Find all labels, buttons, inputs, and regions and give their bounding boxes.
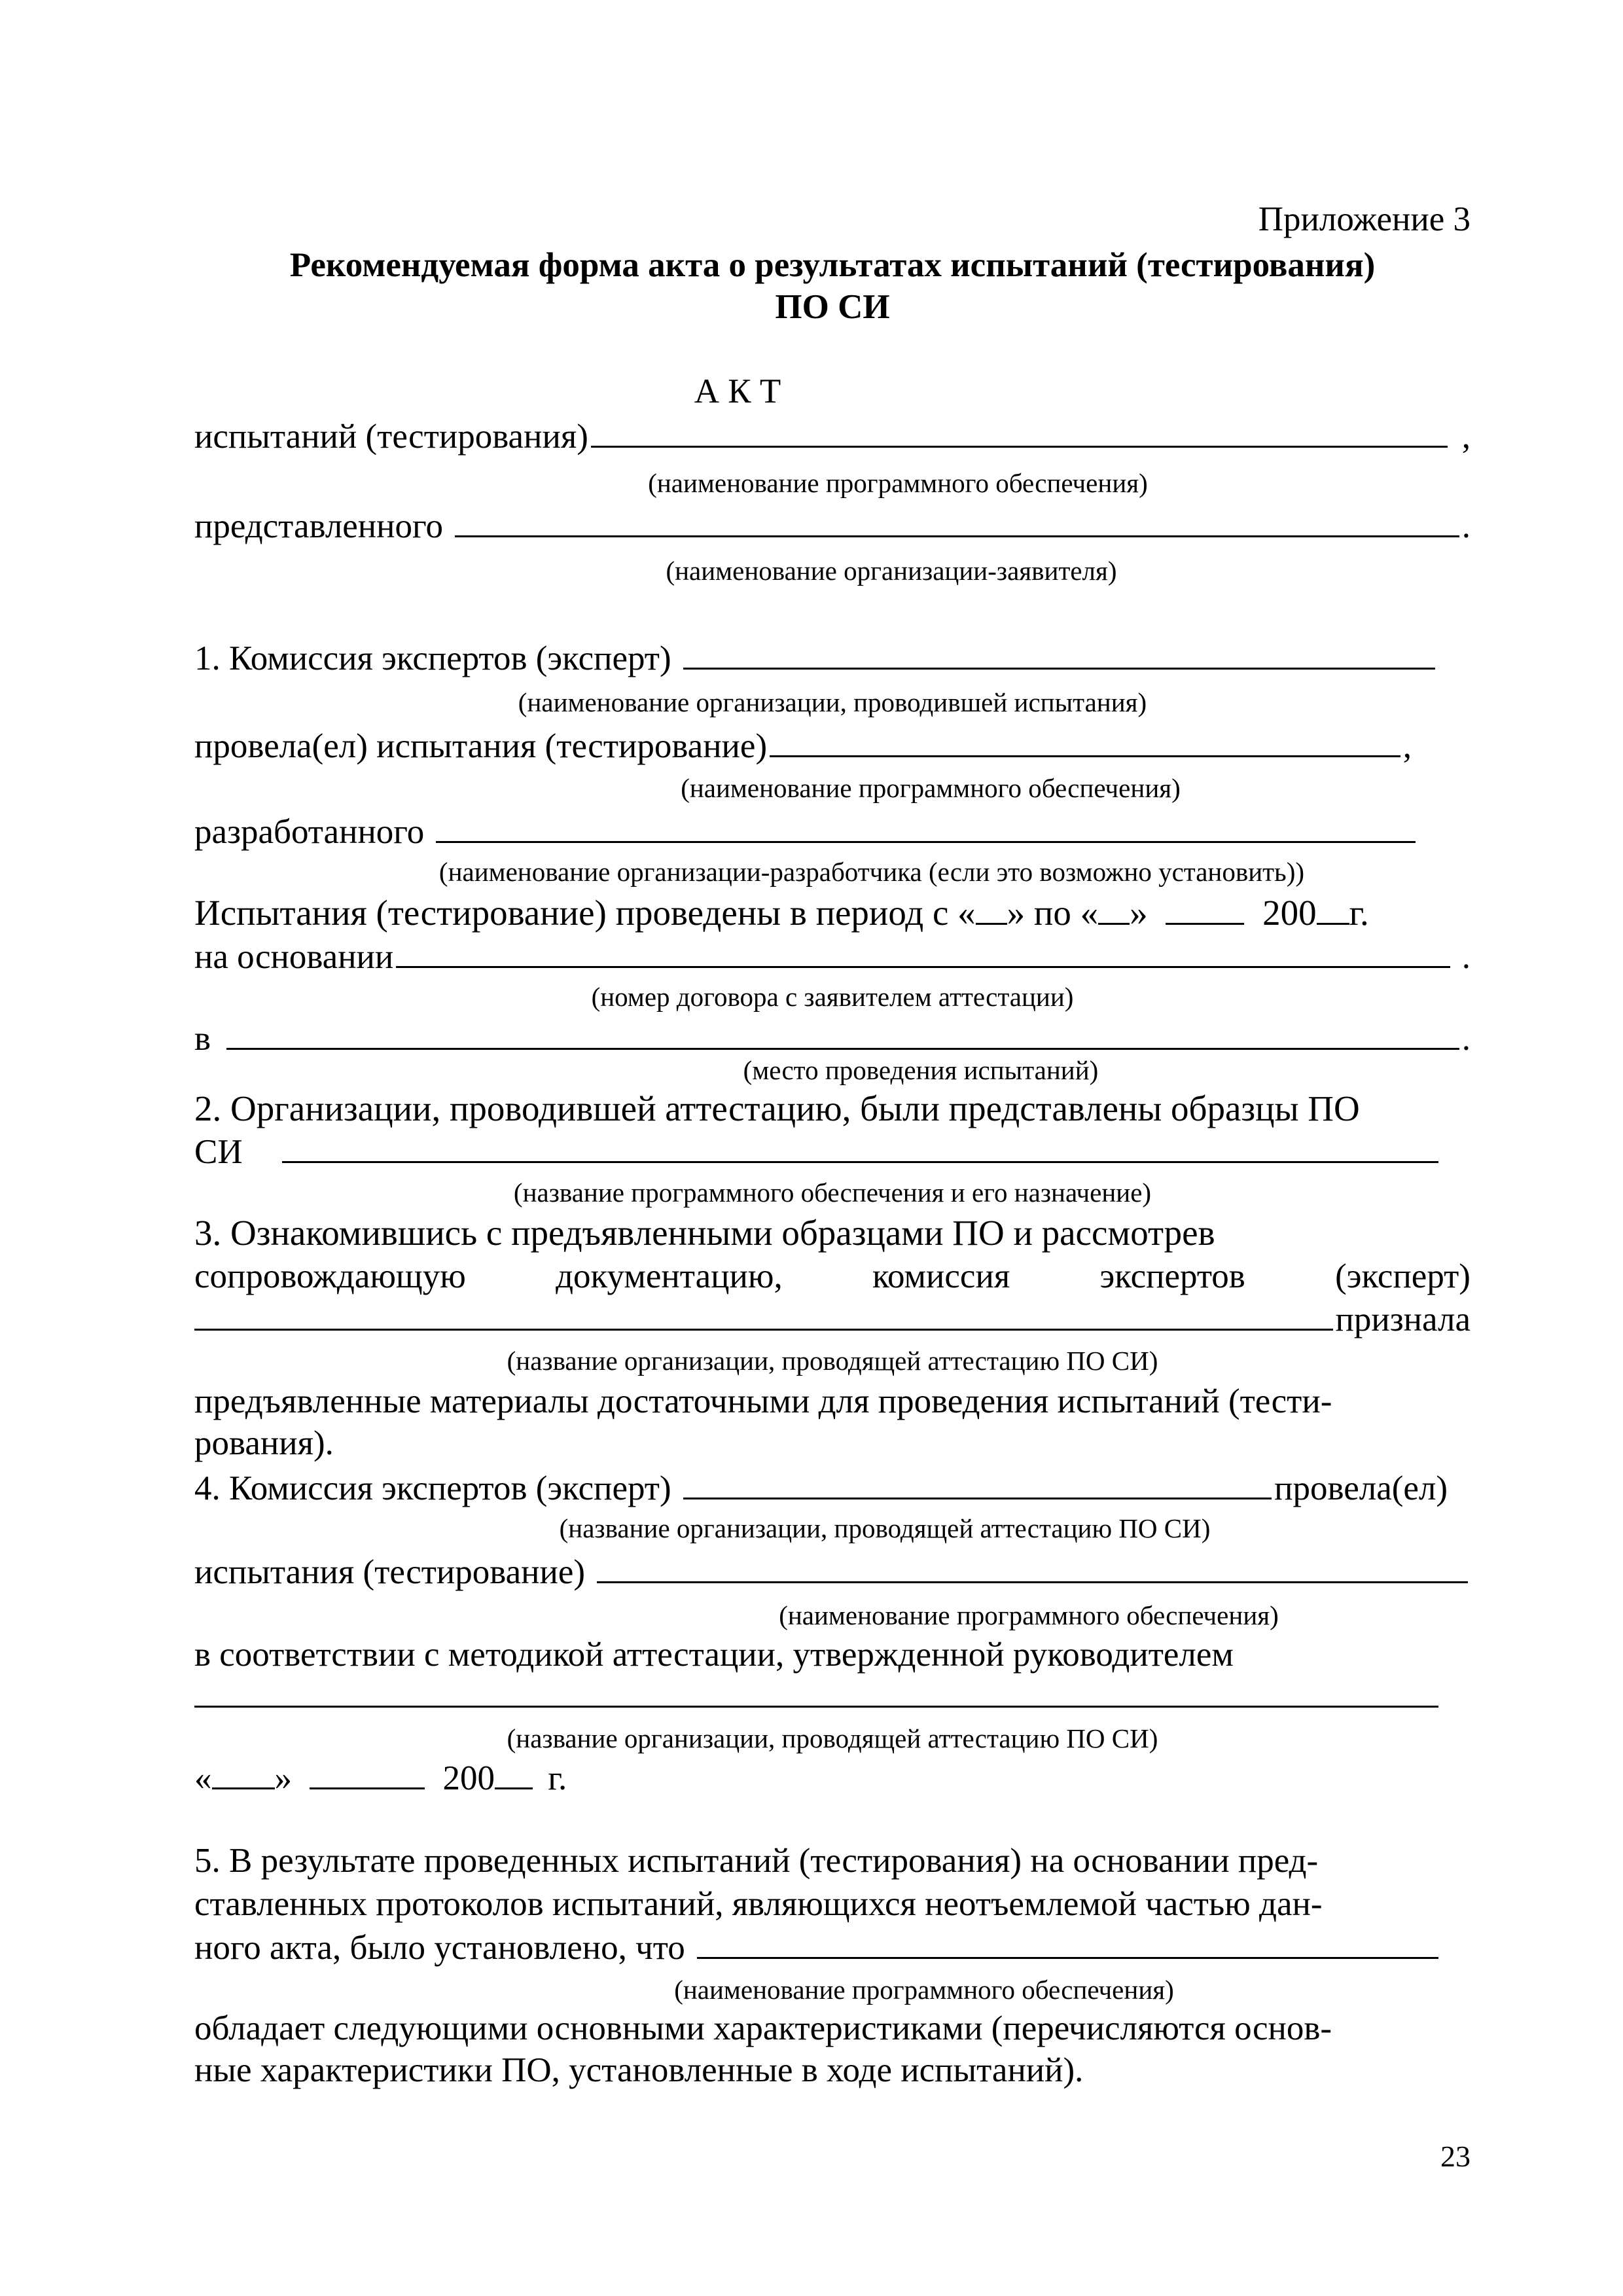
item4-date-open: « [194,1759,212,1797]
presented-period: . [1461,507,1471,545]
form-title-line2: ПО СИ [775,288,890,326]
item4-head-field[interactable] [194,1674,1438,1708]
item4-date-close: » [274,1759,292,1797]
item1-commission-line [194,636,1438,680]
item3-line5: рования). [194,1424,334,1462]
item4-method-line: в соответствии с методикой аттестации, утвержденной руководителем [194,1636,1234,1674]
item4-date-month[interactable] [310,1756,425,1789]
item5-established-label: ного акта, было установлено, что [194,1929,685,1967]
item1-place-period: . [1461,1020,1471,1058]
appendix-label: Приложение 3 [1258,200,1471,238]
item4-testing-label: испытания (тестирование) [194,1553,586,1591]
item4-commission-label: 4. Комиссия экспертов (эксперт) [194,1469,671,1507]
item1-commission-label: 1. Комиссия экспертов (эксперт) [194,639,671,677]
item5-line4: обладает следующими основными характеристиками (перечисляются основ- [194,2009,1332,2047]
item1-developed-label: разработанного [194,813,425,851]
item1-conducted-line [194,724,1412,768]
item1-period-text-b: » по « [1007,893,1099,933]
item1-place-label: в [194,1020,211,1058]
item1-period-day-to[interactable] [1098,891,1130,925]
item3-word-3: комиссия [872,1257,1010,1295]
item2-software-field[interactable] [282,1130,1438,1163]
item1-basis-line [194,935,1471,978]
item4-testing-line [194,1550,1471,1594]
item3-caption: (название организации, проводящей аттестацию ПО СИ) [507,1346,1158,1376]
testing-label: испытаний (тестирования) [194,418,588,456]
software-name-field[interactable] [591,414,1448,448]
item5-line1: 5. В результате проведенных испытаний (тестирования) на основании пред- [194,1842,1319,1880]
item1-place-field[interactable] [226,1016,1459,1050]
item4-date-day[interactable] [212,1756,275,1789]
item4-date-year: 200 [442,1759,495,1797]
item1-period-year: 200 [1262,893,1317,933]
item3-word-4: экспертов [1099,1257,1245,1295]
item1-basis-label: на основании [194,938,394,976]
item3-word-5: (эксперт) [1335,1257,1471,1295]
item1-place-caption: (место проведения испытаний) [743,1055,1099,1085]
item3-line3 [194,1297,1471,1341]
item4-method-caption: (название организации, проводящей аттестацию ПО СИ) [507,1723,1158,1753]
item2-si-label: СИ [194,1133,243,1171]
item3-recognized: признала [1335,1300,1471,1338]
item4-organization-field[interactable] [683,1466,1272,1499]
item1-period-end: г. [1349,893,1369,933]
item5-line3 [194,1926,1441,1969]
item1-software-field[interactable] [770,724,1400,757]
presented-line [194,504,1471,548]
item1-period-year-suffix[interactable] [1317,891,1349,925]
page-number: 23 [1440,2140,1471,2173]
item4-head-line [194,1674,1441,1708]
item4-date-year-suffix[interactable] [495,1756,533,1789]
form-title-line1: Рекомендуемая форма акта о результатах испытаний (тестирования) [289,246,1376,284]
item4-commission-caption: (название организации, проводящей аттестацию ПО СИ) [559,1513,1211,1543]
item1-period-month[interactable] [1166,891,1244,925]
item1-commission-caption: (наименование организации, проводившей испытания) [518,687,1147,717]
applicant-caption: (наименование организации-заявителя) [666,556,1117,586]
applicant-field[interactable] [455,504,1459,537]
item5-software-field[interactable] [697,1926,1438,1959]
testing-name-line [194,414,1471,458]
item1-period-line [194,891,1471,935]
presented-label: представленного [194,507,443,545]
item1-software-caption: (наименование программного обеспечения) [681,773,1181,803]
item1-contract-caption: (номер договора с заявителем аттестации) [591,982,1074,1012]
item4-date-line [194,1756,1471,1800]
item1-contract-field[interactable] [396,935,1450,968]
item1-period-day-from[interactable] [976,891,1007,925]
item4-date-end: г. [548,1759,567,1797]
item3-line1: 3. Ознакомившись с предъявленными образцами ПО и рассмотрев [194,1213,1215,1253]
item1-commission-field[interactable] [683,636,1435,670]
item4-software-caption: (наименование программного обеспечения) [779,1600,1279,1630]
item1-conducted-comma: , [1402,727,1412,765]
item1-period-text-c: » [1130,893,1148,933]
item2-line1: 2. Организации, проводившей аттестацию, были представлены образцы ПО [194,1088,1360,1128]
item5-line5: ные характеристики ПО, установленные в ходе испытаний). [194,2051,1084,2089]
item5-caption: (наименование программного обеспечения) [674,1975,1174,2005]
item1-period-text-a: Испытания (тестирование) проведены в период с « [194,893,976,933]
testing-comma: , [1461,418,1471,456]
item2-caption: (название программного обеспечения и его назначение) [513,1177,1152,1208]
item1-conducted-label: провела(ел) испытания (тестирование) [194,727,768,765]
item1-developer-field[interactable] [436,810,1416,843]
item3-word-1: сопровождающую [194,1257,466,1295]
item3-line4: предъявленные материалы достаточными для проведения испытаний (тести- [194,1382,1332,1420]
item3-line2 [194,1255,1471,1298]
item4-commission-line [194,1466,1448,1510]
item3-word-2: документацию, [556,1257,783,1295]
item2-line2 [194,1130,1441,1174]
item1-basis-period: . [1461,938,1471,976]
item5-line2: ставленных протоколов испытаний, являющихся неотъемлемой частью дан- [194,1885,1323,1923]
item1-developer-caption: (наименование организации-разработчика (если это возможно установить)) [438,857,1305,887]
software-name-caption: (наименование программного обеспечения) [648,468,1148,498]
act-heading: А К Т [694,372,781,410]
item1-developed-line [194,810,1418,853]
item4-conducted: провела(ел) [1274,1469,1448,1507]
item4-software-field[interactable] [597,1550,1468,1583]
item3-organization-field[interactable] [194,1297,1333,1331]
